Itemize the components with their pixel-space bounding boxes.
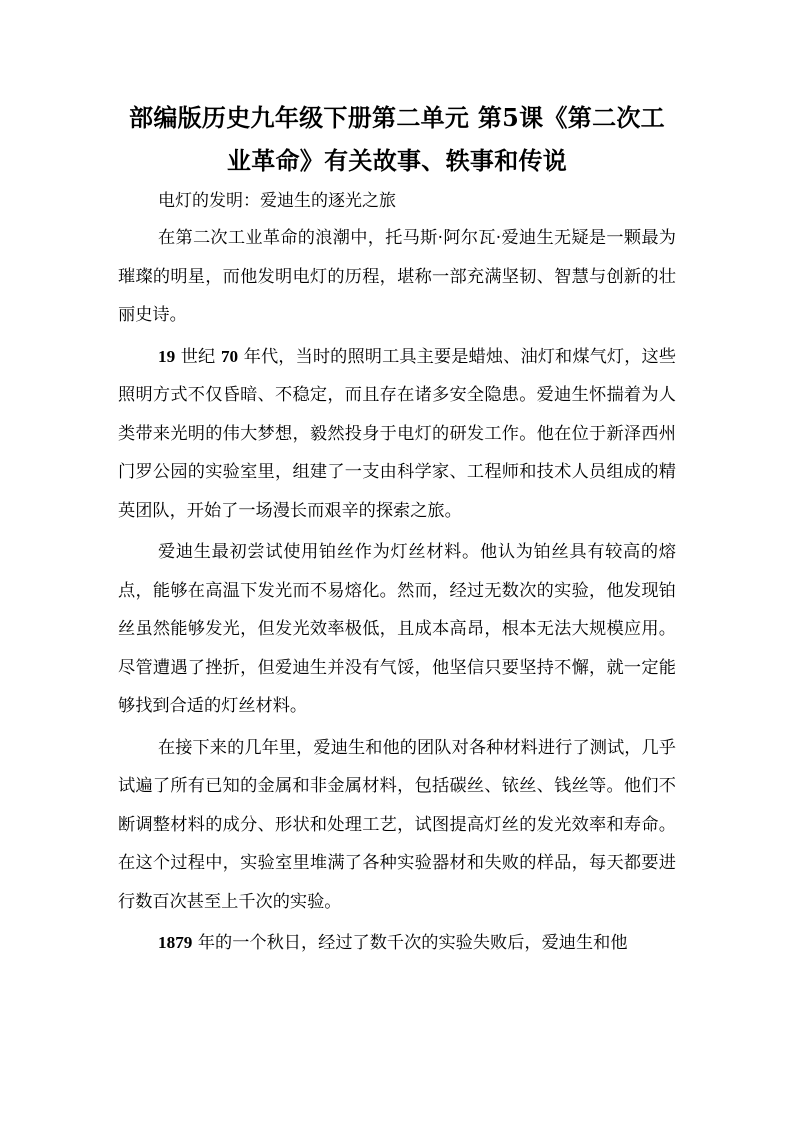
paragraph-2-text: 年代，当时的照明工具主要是蜡烛、油灯和煤气灯，这些照明方式不仅昏暗、不稳定，而且存在诸多安全隐患。爱迪生怀揣着为人类带来光明的伟大梦想，毅然投身于电灯的研发工作。他在位于新泽西州门罗公园的实验室里，组建了一支由科学家、工程师和技术人员组成的精英团队，开始了一场漫长而艰辛的探索之旅。: [118, 346, 676, 521]
paragraph-1-text: 在第二次工业革命的浪潮中，托马斯·阿尔瓦·爱迪生无疑是一颗最为璀璨的明星，而他发明电灯的历程，堪称一部充满坚韧、智慧与创新的壮丽史诗。: [118, 228, 676, 325]
paragraph-3: [118, 533, 676, 726]
document-page: [118, 96, 676, 963]
paragraph-4: [118, 729, 676, 922]
document-title: 部编版历史九年级下册第二单元 第5课《第二次工业革命》有关故事、轶事和传说: [129, 103, 665, 175]
paragraph-2: [118, 338, 676, 531]
paragraph-5: [118, 924, 676, 963]
paragraph-1: [118, 219, 676, 335]
paragraph-4-text: 在接下来的几年里，爱迪生和他的团队对各种材料进行了测试，几乎试遍了所有已知的金属和非金属材料，包括碳丝、铱丝、钱丝等。他们不断调整材料的成分、形状和处理工艺，试图提高灯丝的发光效率和寿命。在这个过程中，实验室里堆满了各种实验器材和失败的样品，每天都要进行数百次甚至上千次的实验。: [118, 737, 676, 912]
paragraph-3-text: 爱迪生最初尝试使用铂丝作为灯丝材料。他认为铂丝具有较高的熔点，能够在高温下发光而不易熔化。然而，经过无数次的实验，他发现铂丝虽然能够发光，但发光效率极低，且成本高昂，根本无法大规模应用。尽管遭遇了挫折，但爱迪生并没有气馁，他坚信只要坚持不懈，就一定能够找到合适的灯丝材料。: [118, 542, 676, 716]
paragraph-5-lead: 1879: [158, 933, 193, 952]
paragraph-2-mid: 世纪: [175, 346, 221, 367]
paragraph-5-text: 年的一个秋日，经过了数千次的实验失败后，爱迪生和他: [192, 933, 628, 953]
section-subtitle: 电灯的发明：爱迪生的逐光之旅: [158, 191, 396, 211]
paragraph-2-lead: 19: [158, 346, 176, 366]
paragraph-2-lead2: 70: [220, 346, 239, 366]
